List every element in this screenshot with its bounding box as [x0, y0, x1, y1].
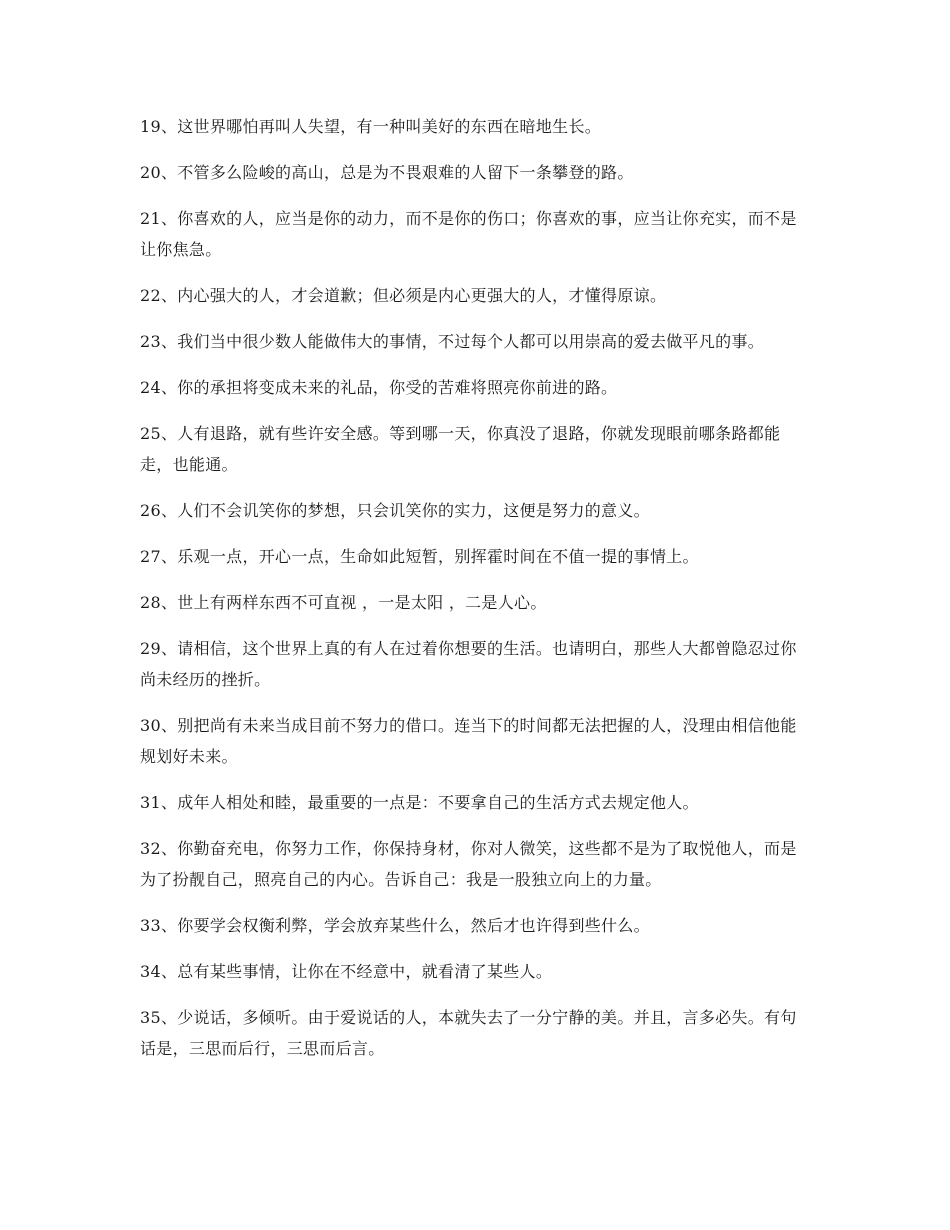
quote-33: 33、你要学会权衡利弊，学会放弃某些什么，然后才也许得到些什么。 — [140, 916, 650, 935]
quote-27: 27、乐观一点，开心一点，生命如此短暂，别挥霍时间在不值一提的事情上。 — [140, 547, 699, 566]
quote-32: 32、你勤奋充电，你努力工作，你保持身材，你对人微笑，这些都不是为了取悦他人，而是为了扮靓自己，照亮自己的内心。告诉自己：我是一股独立向上的力量。 — [140, 839, 797, 889]
quote-29: 29、请相信，这个世界上真的有人在过着你想要的生活。也请明白，那些人大都曾隐忍过你尚未经历的挫折。 — [140, 639, 797, 689]
quote-23: 23、我们当中很少数人能做伟大的事情，不过每个人都可以用崇高的爱去做平凡的事。 — [140, 332, 765, 351]
quote-30: 30、别把尚有未来当成目前不努力的借口。连当下的时间都无法把握的人，没理由相信他能规划好未来。 — [140, 716, 797, 766]
quote-28: 28、世上有两样东西不可直视 ，一是太阳 ，二是人心。 — [140, 593, 547, 612]
quote-20: 20、不管多么险峻的高山，总是为不畏艰难的人留下一条攀登的路。 — [140, 163, 634, 182]
quote-21: 21、你喜欢的人，应当是你的动力，而不是你的伤口；你喜欢的事，应当让你充实，而不是让你焦急。 — [140, 209, 797, 259]
quote-24: 24、你的承担将变成未来的礼品，你受的苦难将照亮你前进的路。 — [140, 378, 618, 397]
quote-25: 25、人有退路，就有些许安全感。等到哪一天，你真没了退路，你就发现眼前哪条路都能走，也能通。 — [140, 424, 781, 474]
quote-26: 26、人们不会讥笑你的梦想，只会讥笑你的实力，这便是努力的意义。 — [140, 501, 650, 520]
quote-31: 31、成年人相处和睦，最重要的一点是：不要拿自己的生活方式去规定他人。 — [140, 793, 699, 812]
quote-list — [140, 111, 812, 1079]
quote-22: 22、内心强大的人，才会道歉；但必须是内心更强大的人，才懂得原谅。 — [140, 286, 667, 305]
quote-19: 19、这世界哪怕再叫人失望，有一种叫美好的东西在暗地生长。 — [140, 117, 602, 136]
quote-34: 34、总有某些事情，让你在不经意中，就看清了某些人。 — [140, 962, 553, 981]
quote-35: 35、少说话，多倾听。由于爱说话的人，本就失去了一分宁静的美。并且，言多必失。有句话是，三思而后行，三思而后言。 — [140, 1008, 797, 1058]
